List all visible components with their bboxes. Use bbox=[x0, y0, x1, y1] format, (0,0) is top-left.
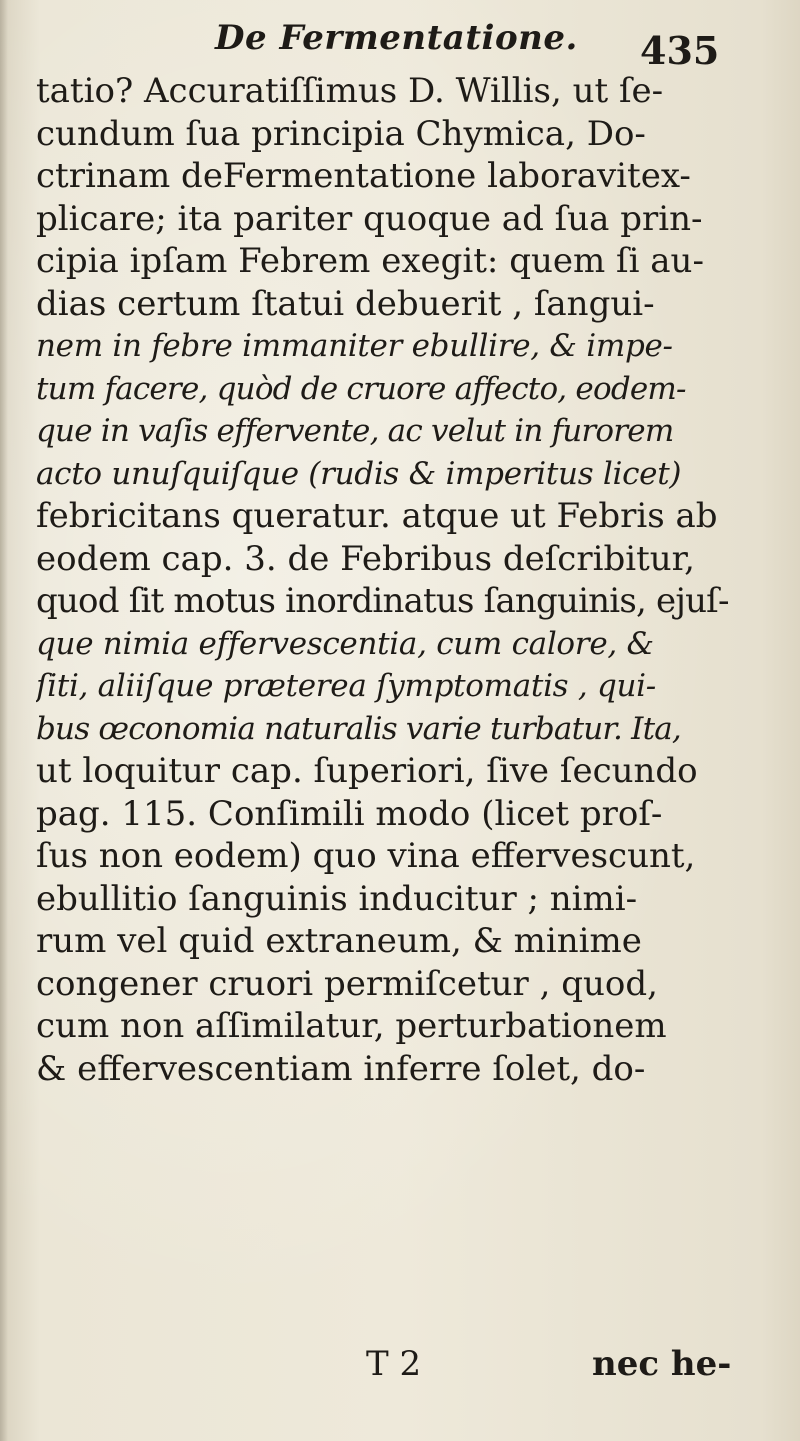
text-line: febricitans queratur. atque ut Febris ab bbox=[36, 496, 718, 536]
text-line: ut loquitur cap. ſuperiori, ſive ſecundo bbox=[36, 751, 698, 791]
binding-shadow bbox=[0, 0, 8, 1441]
text-line-italic: que in vaſis effervente, ac velut in furorem bbox=[36, 413, 674, 449]
text-line: rum vel quid extraneum, & minime bbox=[36, 921, 642, 961]
running-head: De Fermentatione. bbox=[215, 18, 578, 58]
page-number: 435 bbox=[640, 28, 720, 73]
body-text bbox=[36, 70, 786, 1090]
text-line: tatio? Accuratiſſimus D. Willis, ut ſe- bbox=[36, 71, 664, 111]
text-line: plicare; ita pariter quoque ad ſua prin- bbox=[36, 198, 703, 239]
text-line: & effervescentiam inferre ſolet, do- bbox=[36, 1048, 646, 1089]
text-line: quod ſit motus inordinatus ſanguinis, ejuſ- bbox=[36, 581, 729, 621]
text-line-italic: bus œconomia naturalis varie turbatur. Ita, bbox=[36, 710, 681, 747]
text-line-italic: tum facere, quòd de cruore affecto, eodem- bbox=[36, 370, 686, 407]
text-line: ſus non eodem) quo vina effervescunt, bbox=[36, 836, 696, 876]
text-line: congener cruori permiſcetur , quod, bbox=[36, 963, 658, 1004]
text-line: cundum ſua principia Chymica, Do- bbox=[36, 113, 646, 154]
text-line-italic: que nimia effervescentia, cum calore, & bbox=[36, 625, 654, 662]
page-header bbox=[0, 14, 800, 74]
catchword: nec he- bbox=[592, 1344, 732, 1384]
text-line: dias certum ſtatui debuerit , ſangui- bbox=[36, 283, 655, 324]
text-line-italic: nem in febre immaniter ebullire, & impe- bbox=[36, 328, 673, 364]
page-footer bbox=[36, 1344, 786, 1394]
text-line-italic: ſiti, aliiſque præterea ſymptomatis , qui- bbox=[36, 668, 656, 704]
text-line: pag. 115. Conſimili modo (licet proſ- bbox=[36, 793, 663, 834]
text-line-italic: acto unuſquiſque (rudis & imperitus licet) bbox=[36, 455, 682, 492]
text-line: eodem cap. 3. de Febribus deſcribitur, bbox=[36, 538, 695, 579]
text-line: ebullitio ſanguinis inducitur ; nimi- bbox=[36, 878, 638, 919]
signature-mark: T 2 bbox=[366, 1344, 422, 1384]
text-line: ctrinam deFermentatione laboravitex- bbox=[36, 156, 691, 196]
text-line: cum non aſſimilatur, perturbationem bbox=[36, 1006, 667, 1046]
text-line: cipia ipſam Febrem exegit: quem ſi au- bbox=[36, 241, 704, 281]
